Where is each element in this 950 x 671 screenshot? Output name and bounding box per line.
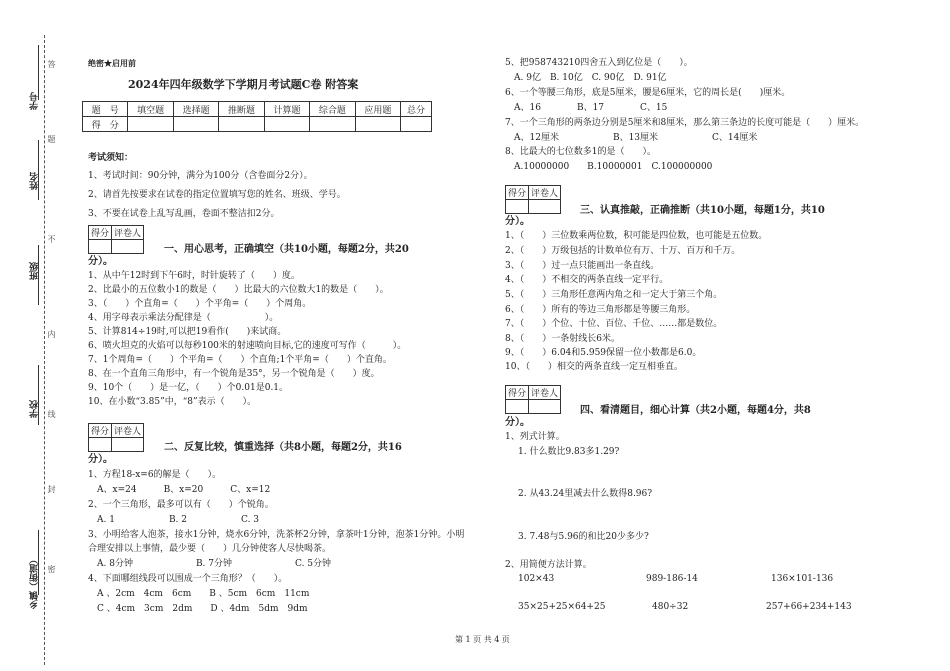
section-3-title: 三、认真推敲，正确推断（共10小题，每题1分，共10 xyxy=(580,205,825,216)
calc-expression: 35×25+25×64+25 xyxy=(518,602,606,612)
question-item: 1、（ ）三位数乘两位数，积可能是四位数，也可能是五位数。 xyxy=(505,231,768,241)
seal-char: 线 xyxy=(47,410,56,418)
page-footer: 第 1 页 共 4 页 xyxy=(455,635,510,644)
question-item: 6、（ ）所有的等边三角形都是等腰三角形。 xyxy=(505,305,696,315)
score-blank-cell xyxy=(219,117,264,132)
section-1-title: 一、用心思考，正确填空（共10小题，每题2分，共20 xyxy=(164,244,409,255)
question-item: 5、（ ）三角形任意两内角之和一定大于第三个角。 xyxy=(505,290,723,300)
question-item: 9、（ ）6.04和5.959保留一位小数都是6.0。 xyxy=(505,348,702,358)
question-item: 10、（ ）相交的两条直线一定互相垂直。 xyxy=(505,362,683,372)
grader-blank xyxy=(529,200,561,214)
question-item: 10、在小数“3.85”中，“8”表示（ ）。 xyxy=(88,397,257,407)
question-item: 2、用简便方法计算。 xyxy=(505,560,592,570)
question-item: 3、（ ）个直角=（ ）个平角=（ ）个周角。 xyxy=(88,299,312,309)
grader-score-label: 得分 xyxy=(89,226,112,240)
grader-score-label: 得分 xyxy=(506,186,529,200)
score-header-cell: 计算题 xyxy=(264,102,309,117)
question-option: A.10000000 B.10000001 C.100000000 xyxy=(505,162,713,172)
question-item: 3、小明给客人泡茶，接水1分钟，烧水6分钟，洗茶杯2分钟，拿茶叶1分钟，泡茶1分钟。小明 xyxy=(88,530,465,540)
question-item: 6、一个等腰三角形，底是5厘米，腰是6厘米，它的周长是( )厘米。 xyxy=(505,88,791,98)
score-blank-cell xyxy=(264,117,309,132)
question-item: 1、方程18-x=6的解是（ ）。 xyxy=(88,470,222,480)
label-school: 学校 xyxy=(30,400,40,418)
seal-char: 密 xyxy=(47,565,56,573)
grader-blank xyxy=(89,240,112,254)
notice-heading: 考试须知： xyxy=(88,153,134,163)
calc-expression: 480÷32 xyxy=(652,602,689,612)
grader-blank xyxy=(506,200,529,214)
question-item: 9、10个（ ）是一亿，（ ）个0.01是0.1。 xyxy=(88,383,289,393)
question-item: 7、一个三角形的两条边分别是5厘米和8厘米，那么第三条边的长度可能是（ ）厘米。 xyxy=(505,118,865,128)
section-4-tail: 分）。 xyxy=(505,417,530,428)
score-header-cell: 综合题 xyxy=(310,102,355,117)
notice-item: 2、请首先按要求在试卷的指定位置填写您的姓名、班级、学号。 xyxy=(88,190,346,200)
question-item: 6、喷火坦克的火焰可以每秒100米的射速喷向目标,它的速度可写作（ ）。 xyxy=(88,341,407,351)
question-item: 2、比最小的五位数小1的数是（ ）比最大的六位数大1的数是（ ）。 xyxy=(88,285,389,295)
seal-char: 题 xyxy=(47,135,56,143)
grader-reviewer-label: 评卷人 xyxy=(529,186,561,200)
label-name: 姓名 xyxy=(30,172,40,190)
score-table xyxy=(82,101,432,132)
question-option: A、x=24 B、x=20 C、x=12 xyxy=(88,485,271,495)
question-subitem: 1. 什么数比9.83多1.29? xyxy=(518,447,620,457)
section-1-tail: 分）。 xyxy=(88,256,113,267)
calc-expression: 102×43 xyxy=(518,574,555,584)
question-item: 1、列式计算。 xyxy=(505,432,565,442)
section-4-title: 四、看清题目，细心计算（共2小题，每题4分，共8 xyxy=(580,405,811,416)
question-subitem: 2. 从43.24里减去什么数得8.96? xyxy=(518,489,653,499)
question-option: A. 8分钟 B. 7分钟 C. 5分钟 xyxy=(88,559,332,569)
grader-score-label: 得分 xyxy=(506,386,529,400)
question-item: 4、下面哪组线段可以围成一个三角形？（ ）。 xyxy=(88,574,288,584)
calc-expression: 136×101-136 xyxy=(771,574,834,584)
grader-blank xyxy=(89,438,112,452)
label-town: 乡镇（街道） xyxy=(30,555,40,609)
question-subitem: 3. 7.48与5.96的和比20少多少? xyxy=(518,532,649,542)
binding-line xyxy=(44,35,45,665)
calc-expression: 257+66+234+143 xyxy=(766,602,852,612)
question-item: 4、用字母表示乘法分配律是（ ）。 xyxy=(88,313,279,323)
question-item: 2、（ ）万级包括的计数单位有万、十万、百万和千万。 xyxy=(505,246,741,256)
question-option: C 、4cm 3cm 2dm D 、4dm 5dm 9dm xyxy=(88,604,308,614)
question-item: 4、（ ）不相交的两条直线一定平行。 xyxy=(505,275,669,285)
notice-item: 1、考试时间：90分钟，满分为100分（含卷面分2分）。 xyxy=(88,171,313,181)
seal-char: 封 xyxy=(47,485,56,493)
question-option: A、12厘米 B、13厘米 C、14厘米 xyxy=(505,133,758,143)
question-item: 合理安排以上事情，最少要（ ）几分钟使客人尽快喝茶。 xyxy=(88,544,332,554)
score-blank-cell xyxy=(128,117,173,132)
seal-char: 不 xyxy=(47,235,56,243)
label-class: 班级 xyxy=(30,262,40,280)
question-item: 5、计算814÷19时,可以把19看作( )来试商。 xyxy=(88,327,287,337)
score-blank-cell xyxy=(310,117,355,132)
grader-box xyxy=(88,225,144,254)
secret-mark: 绝密★启用前 xyxy=(88,58,136,68)
question-item: 8、在一个直角三角形中，有一个锐角是35°，另一个锐角是（ ）度。 xyxy=(88,369,380,379)
score-row-label: 得 分 xyxy=(83,117,128,132)
grader-blank xyxy=(506,400,529,414)
grader-blank xyxy=(112,240,144,254)
question-item: 7、1个周角=（ ）个平角=（ ）个直角;1个平角=（ ）个直角。 xyxy=(88,355,392,365)
score-header-cell: 选择题 xyxy=(173,102,218,117)
notice-item: 3、不要在试卷上乱写乱画，卷面不整洁扣2分。 xyxy=(88,209,280,219)
question-option: A. 9亿 B. 10亿 C. 90亿 D. 91亿 xyxy=(505,73,667,83)
question-item: 5、把958743210四舍五入到亿位是（ ）。 xyxy=(505,58,693,68)
section-3-tail: 分）。 xyxy=(505,216,530,227)
label-student-id: 学号 xyxy=(30,92,40,110)
score-blank-cell xyxy=(355,117,400,132)
seal-char: 内 xyxy=(47,330,56,338)
grader-reviewer-label: 评卷人 xyxy=(112,226,144,240)
question-item: 7、（ ）个位、十位、百位、千位、……都是数位。 xyxy=(505,319,723,329)
score-header-cell: 应用题 xyxy=(355,102,400,117)
grader-blank xyxy=(112,438,144,452)
score-header-cell: 总分 xyxy=(401,102,432,117)
grader-blank xyxy=(529,400,561,414)
fill-line-name xyxy=(38,140,39,200)
grader-box xyxy=(505,185,561,214)
page-title: 2024年四年级数学下学期月考试题C卷 附答案 xyxy=(128,78,359,91)
score-blank-cell xyxy=(173,117,218,132)
question-item: 2、一个三角形，最多可以有（ ）个锐角。 xyxy=(88,500,274,510)
grader-reviewer-label: 评卷人 xyxy=(529,386,561,400)
grader-box xyxy=(88,423,144,452)
grader-score-label: 得分 xyxy=(89,424,112,438)
question-option: A 、2cm 4cm 6cm B 、5cm 6cm 11cm xyxy=(88,589,310,599)
score-header-cell: 填空题 xyxy=(128,102,173,117)
question-item: 3、（ ）过一点只能画出一条直线。 xyxy=(505,261,660,271)
score-header-cell: 推断题 xyxy=(219,102,264,117)
question-option: A. 1 B. 2 C. 3 xyxy=(88,515,260,525)
grader-reviewer-label: 评卷人 xyxy=(112,424,144,438)
seal-char: 答 xyxy=(47,60,56,68)
section-2-tail: 分）。 xyxy=(88,454,113,465)
section-2-title: 二、反复比较，慎重选择（共8小题，每题2分，共16 xyxy=(164,442,402,453)
question-item: 1、从中午12时到下午6时，时针旋转了（ ）度。 xyxy=(88,271,300,281)
calc-expression: 989-186-14 xyxy=(646,574,698,584)
question-item: 8、比最大的七位数多1的是（ ）。 xyxy=(505,147,656,157)
score-blank-cell xyxy=(401,117,432,132)
score-header-cell: 题 号 xyxy=(83,102,128,117)
question-item: 8、（ ）一条射线长6米。 xyxy=(505,334,620,344)
grader-box xyxy=(505,385,561,414)
question-option: A、16 B、17 C、15 xyxy=(505,103,668,113)
